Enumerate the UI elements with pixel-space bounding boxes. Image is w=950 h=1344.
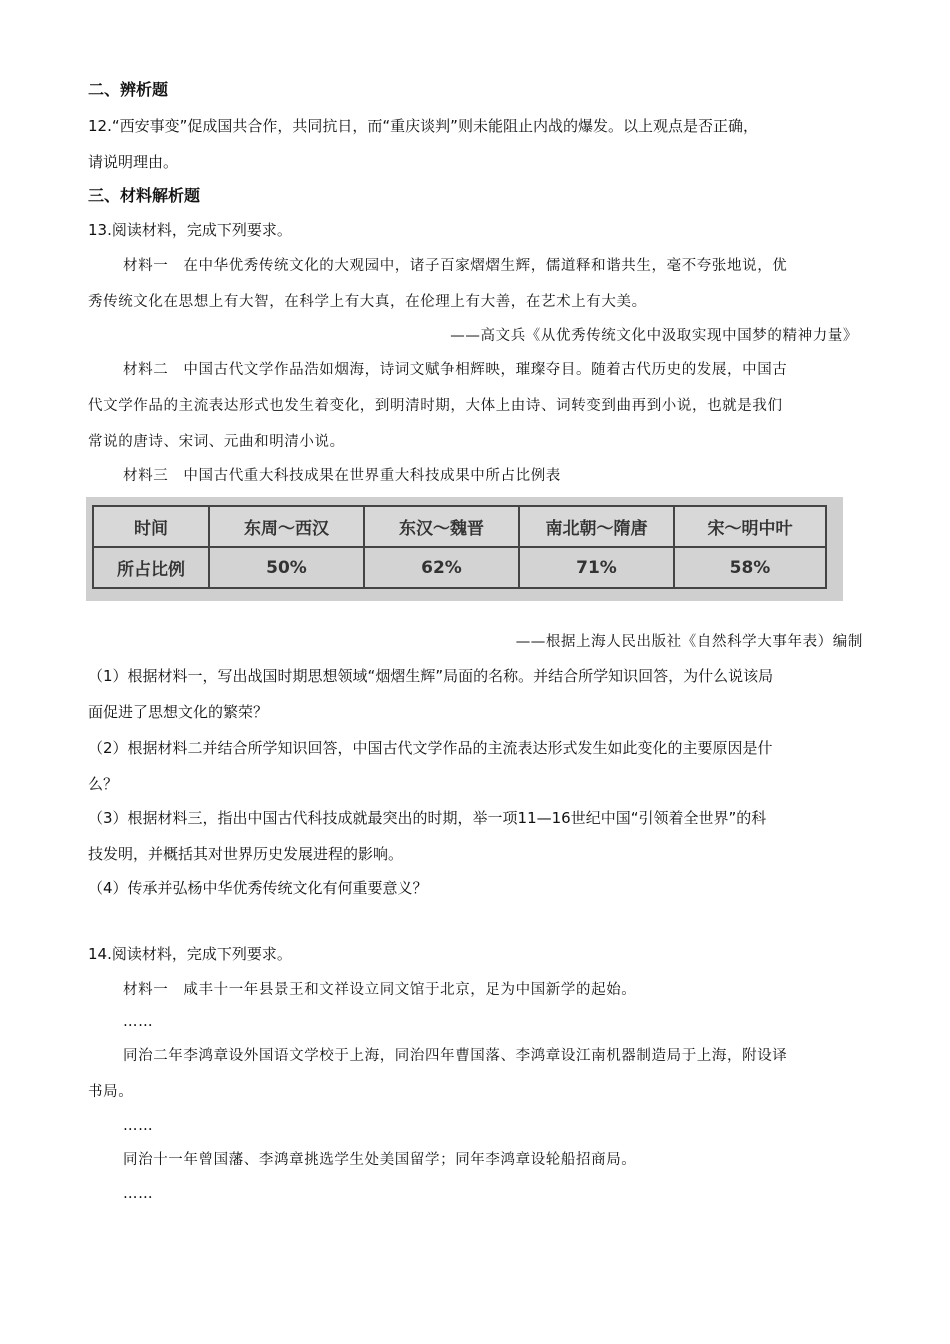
table-cell: 62% [364, 547, 519, 588]
section-heading-analysis: 二、辨析题 [88, 80, 169, 99]
question-13-intro: 13.阅读材料，完成下列要求。 [88, 221, 292, 239]
material-3-source: ——根据上海人民出版社《自然科学大事年表）编制 [515, 634, 863, 650]
material-2-text-end: 常说的唐诗、宋词、元曲和明清小说。 [88, 434, 345, 450]
ratio-table [92, 505, 827, 589]
material-1-text-cont: 秀传统文化在思想上有大智，在科学上有大真，在伦理上有大善，在艺术上有大美。 [88, 294, 647, 310]
q14-material-paragraph-3: 同治十一年曾国藩、李鸿章挑选学生处美国留学；同年李鸿章设轮船招商局。 [123, 1152, 637, 1168]
table-header-row [93, 506, 826, 547]
table-header-cell: 东汉～魏晋 [364, 506, 519, 547]
table-header-cell: 时间 [93, 506, 209, 547]
ellipsis: …… [123, 1186, 154, 1202]
table-cell: 所占比例 [93, 547, 209, 588]
table-cell: 71% [519, 547, 674, 588]
ellipsis: …… [123, 1118, 154, 1134]
sub-question-2: （2）根据材料二并结合所学知识回答，中国古代文学作品的主流表达形式发生如此变化的主要原因是什 [88, 739, 773, 757]
material-1-text: 材料一 在中华优秀传统文化的大观园中，诸子百家熠熠生辉，儒道释和谐共生，毫不夸张地说，优 [123, 258, 788, 274]
table-header-cell: 东周～西汉 [209, 506, 364, 547]
sub-question-4: （4）传承并弘杨中华优秀传统文化有何重要意义？ [88, 879, 428, 897]
sub-question-3-cont: 技发明，并概括其对世界历史发展进程的影响。 [88, 845, 404, 863]
material-2-text-cont: 代文学作品的主流表达形式也发生着变化，到明清时期，大体上由诗、词转变到曲再到小说，也就是我们 [88, 398, 783, 414]
sub-question-1: （1）根据材料一，写出战国时期思想领域“烟熠生辉”局面的名称。并结合所学知识回答，为什么说该局 [88, 667, 774, 685]
sub-question-2-cont: 么？ [88, 775, 119, 793]
table-row [93, 547, 826, 588]
section-heading-material: 三、材料解析题 [88, 186, 201, 205]
sub-question-1-cont: 面促进了思想文化的繁荣？ [88, 703, 269, 721]
table-cell: 58% [674, 547, 826, 588]
question-12-text-cont: 请说明理由。 [88, 153, 179, 171]
table-header-cell: 宋～明中叶 [674, 506, 826, 547]
ellipsis: …… [123, 1014, 154, 1030]
sub-question-3: （3）根据材料三，指出中国古代科技成就最突出的时期，举一项11—16世纪中国“引领着全世界”的科 [88, 809, 767, 827]
q14-material-paragraph-2-cont: 书局。 [88, 1084, 134, 1100]
q14-material-1-text: 材料一 咸丰十一年县景王和文祥设立同文馆于北京，足为中国新学的起始。 [123, 982, 637, 998]
q14-material-paragraph-2: 同治二年李鸿章设外国语文学校于上海，同治四年曹国落、李鸿章设江南机器制造局于上海，附设译 [123, 1048, 788, 1064]
material-3-title: 材料三 中国古代重大科技成果在世界重大科技成果中所占比例表 [123, 468, 561, 484]
table-cell: 50% [209, 547, 364, 588]
material-1-source: ——高文兵《从优秀传统文化中汲取实现中国梦的精神力量》 [450, 328, 858, 344]
material-3-table-photo [86, 497, 843, 601]
table-header-cell: 南北朝～隋唐 [519, 506, 674, 547]
question-14-intro: 14.阅读材料，完成下列要求。 [88, 945, 292, 963]
material-2-text: 材料二 中国古代文学作品浩如烟海，诗词文赋争相辉映，璀璨夺目。随着古代历史的发展，中国古 [123, 362, 788, 378]
question-12-text: 12.“西安事变”促成国共合作，共同抗日，而“重庆谈判”则未能阻止内战的爆发。以上观点是否正确， [88, 117, 758, 135]
